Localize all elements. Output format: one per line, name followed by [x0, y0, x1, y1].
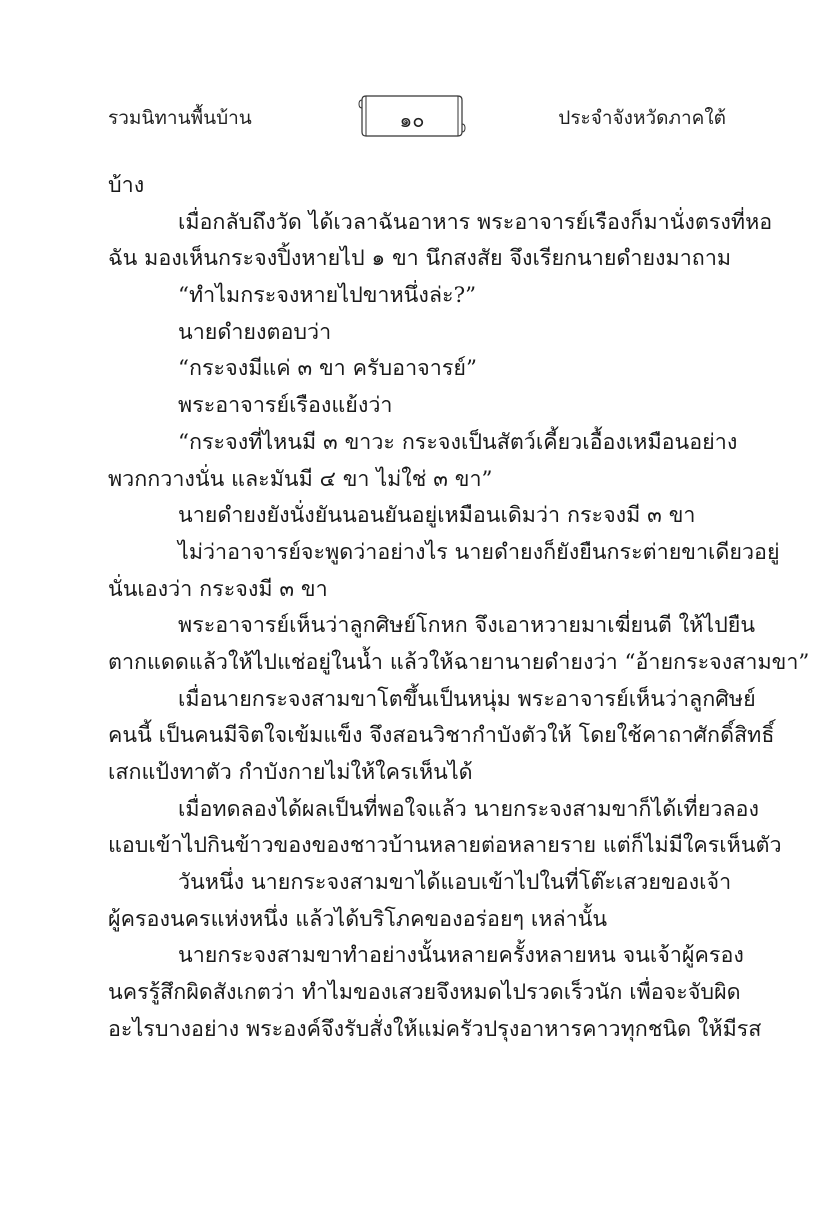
text-line: นครรู้สึกผิดสังเกตว่า ทำไมของเสวยจึงหมดไปรวดเร็วนัก เพื่อจะจับผิด: [108, 980, 741, 1006]
text-line: พระอาจารย์เรืองแย้งว่า: [178, 393, 393, 419]
text-line: “ทำไมกระจงหายไปขาหนึ่งล่ะ?”: [178, 283, 477, 309]
text-line: นายกระจงสามขาทำอย่างนั้นหลายครั้งหลายหน จนเจ้าผู้ครอง: [178, 943, 744, 969]
text-line: พวกกวางนั่น และมันมี ๔ ขา ไม่ใช่ ๓ ขา”: [108, 466, 493, 492]
text-line: นั่นเองว่า กระจงมี ๓ ขา: [108, 576, 328, 602]
text-line: ตากแดดแล้วให้ไปแช่อยู่ในน้ำ แล้วให้ฉายานายดำยงว่า “อ้ายกระจงสามขา”: [108, 649, 810, 675]
text-line: นายดำยงยังนั่งยันนอนยันอยู่เหมือนเดิมว่า กระจงมี ๓ ขา: [178, 503, 696, 529]
text-line: เมื่อนายกระจงสามขาโตขึ้นเป็นหนุ่ม พระอาจารย์เห็นว่าลูกศิษย์: [178, 686, 756, 712]
text-line: พระอาจารย์เห็นว่าลูกศิษย์โกหก จึงเอาหวายมาเฆี่ยนตี ให้ไปยืน: [178, 613, 756, 639]
page-number: ๑๐: [399, 108, 425, 132]
book-title-header: รวมนิทานพื้นบ้าน: [108, 107, 252, 129]
text-line: “กระจงมีแค่ ๓ ขา ครับอาจารย์”: [178, 356, 477, 382]
story-body: [108, 168, 810, 1049]
text-line: ฉัน มองเห็นกระจงปิ้งหายไป ๑ ขา นึกสงสัย จึงเรียกนายดำยงมาถาม: [108, 246, 732, 272]
text-line: ผู้ครองนครแห่งหนึ่ง แล้วได้บริโภคของอร่อยๆ เหล่านั้น: [108, 906, 608, 932]
province-region-header: ประจำจังหวัดภาคใต้: [558, 107, 726, 129]
text-line: “กระจงที่ไหนมี ๓ ขาวะ กระจงเป็นสัตว์เคี้ยวเอื้องเหมือนอย่าง: [178, 429, 738, 455]
text-line: เมื่อกลับถึงวัด ได้เวลาฉันอาหาร พระอาจารย์เรืองก็มานั่งตรงที่หอ: [178, 209, 773, 235]
text-line: คนนี้ เป็นคนมีจิตใจเข้มแข็ง จึงสอนวิชากำบังตัวให้ โดยใช้คาถาศักดิ์สิทธิ์: [108, 723, 775, 749]
text-line: อะไรบางอย่าง พระองค์จึงรับสั่งให้แม่ครัวปรุงอาหารคาวทุกชนิด ให้มีรส: [108, 1016, 762, 1042]
text-line: แอบเข้าไปกินข้าวของของชาวบ้านหลายต่อหลายราย แต่ก็ไม่มีใครเห็นตัว: [108, 833, 782, 859]
text-line: เมื่อทดลองได้ผลเป็นที่พอใจแล้ว นายกระจงสามขาก็ได้เที่ยวลอง: [178, 796, 759, 822]
text-line: วันหนึ่ง นายกระจงสามขาได้แอบเข้าไปในที่โต๊ะเสวยของเจ้า: [178, 870, 732, 896]
text-line: บ้าง: [108, 173, 145, 198]
text-line: ไม่ว่าอาจารย์จะพูดว่าอย่างไร นายดำยงก็ยังยืนกระต่ายขาเดียวอยู่: [178, 539, 780, 565]
text-line: นายดำยงตอบว่า: [178, 319, 332, 345]
text-line: เสกแป้งทาตัว กำบังกายไม่ให้ใครเห็นได้: [108, 760, 473, 785]
page-number-scroll: [358, 92, 466, 140]
